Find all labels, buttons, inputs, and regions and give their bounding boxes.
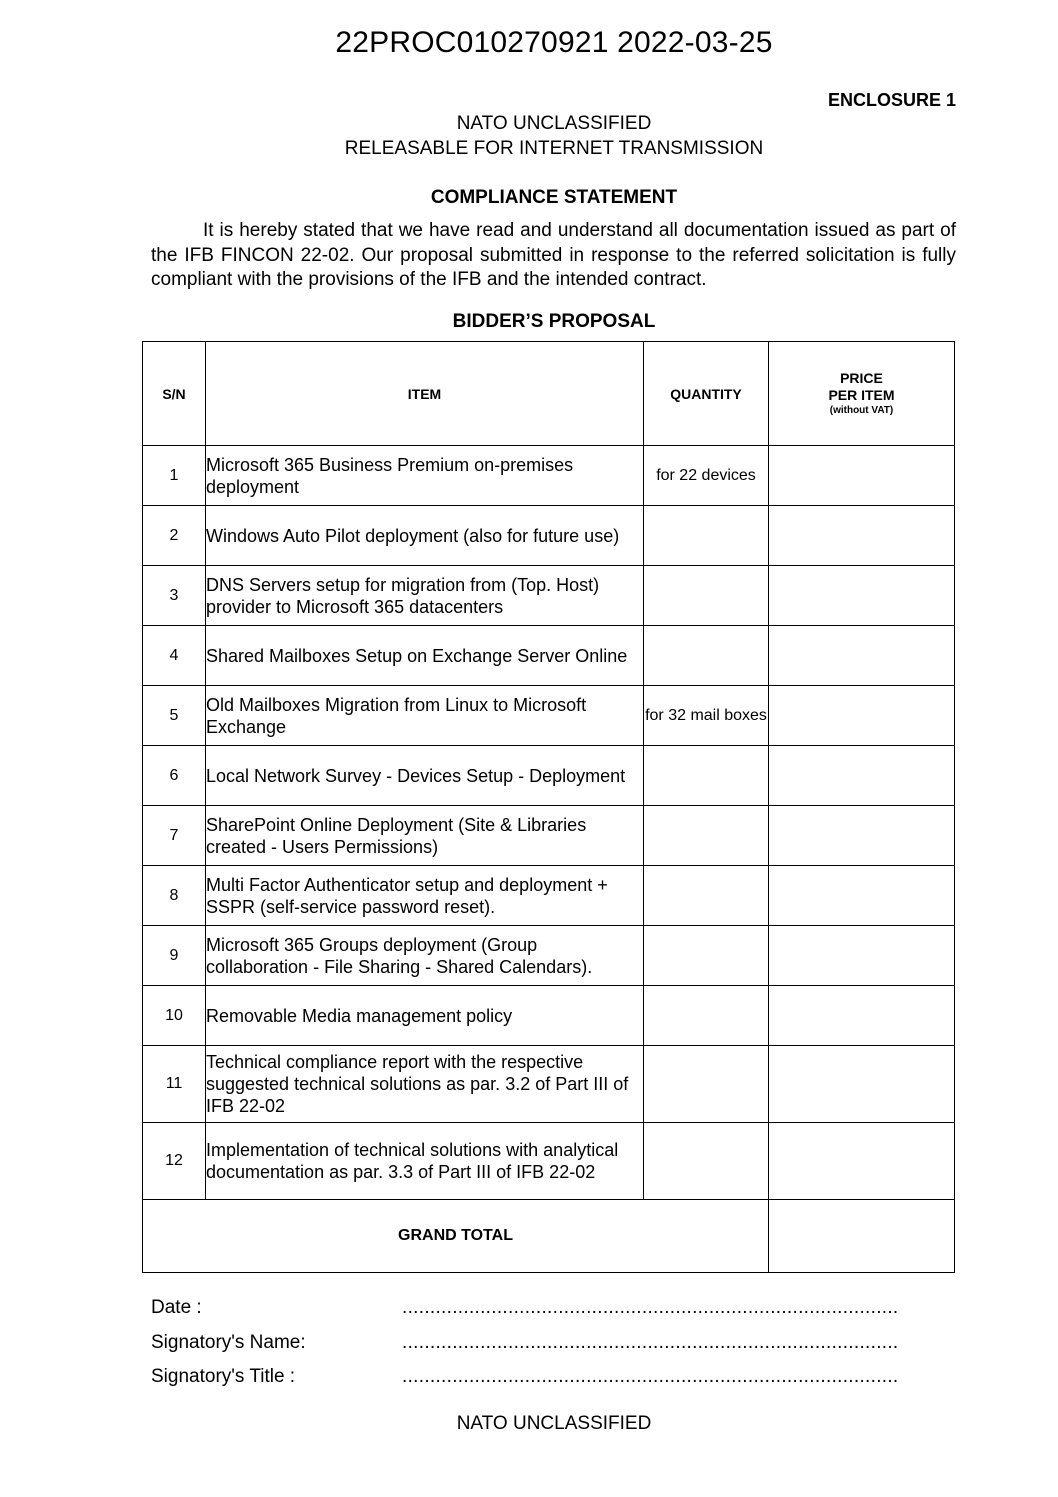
grand-total-value[interactable] xyxy=(769,1200,955,1273)
row-sn: 11 xyxy=(143,1046,206,1123)
row-quantity: for 32 mail boxes xyxy=(644,686,769,746)
row-sn: 2 xyxy=(143,506,206,566)
price-header-note: (without VAT) xyxy=(829,404,894,416)
row-item: Windows Auto Pilot deployment (also for future use) xyxy=(206,506,644,566)
row-item: Microsoft 365 Business Premium on-premises deployment xyxy=(206,446,644,506)
row-price[interactable] xyxy=(769,926,955,986)
column-header-quantity: QUANTITY xyxy=(644,342,769,446)
table-row xyxy=(143,806,955,866)
row-sn: 5 xyxy=(143,686,206,746)
row-item: Local Network Survey - Devices Setup - Deployment xyxy=(206,746,644,806)
row-quantity xyxy=(644,566,769,626)
price-header-line2: PER ITEM xyxy=(828,386,895,403)
table-row xyxy=(143,626,955,686)
row-item: Technical compliance report with the respective suggested technical solutions as par. 3.2 of Part III of IFB 22-02 xyxy=(206,1046,644,1123)
row-item: Implementation of technical solutions with analytical documentation as par. 3.3 of Part III of IFB 22-02 xyxy=(206,1123,644,1200)
row-item: Microsoft 365 Groups deployment (Group collaboration - File Sharing - Shared Calendars). xyxy=(206,926,644,986)
row-quantity xyxy=(644,986,769,1046)
proposal-title: BIDDER’S PROPOSAL xyxy=(452,311,656,332)
row-price[interactable] xyxy=(769,986,955,1046)
row-price[interactable] xyxy=(769,626,955,686)
table-row xyxy=(143,686,955,746)
table-row xyxy=(143,1046,955,1123)
table-header-row xyxy=(143,342,955,446)
compliance-title: COMPLIANCE STATEMENT xyxy=(430,187,678,208)
signatory-name-label: Signatory's Name: xyxy=(151,1332,306,1353)
table-row xyxy=(143,926,955,986)
row-quantity xyxy=(644,926,769,986)
row-sn: 9 xyxy=(143,926,206,986)
table-row xyxy=(143,986,955,1046)
row-price[interactable] xyxy=(769,806,955,866)
releasability-note: RELEASABLE FOR INTERNET TRANSMISSION xyxy=(344,138,764,159)
row-sn: 8 xyxy=(143,866,206,926)
column-header-sn: S/N xyxy=(143,342,206,446)
signatory-title-field[interactable]: ......................................................................................... xyxy=(402,1366,899,1387)
row-sn: 12 xyxy=(143,1123,206,1200)
price-header-line1: PRICE xyxy=(840,369,883,386)
row-sn: 7 xyxy=(143,806,206,866)
table-row xyxy=(143,1123,955,1200)
classification-header: NATO UNCLASSIFIED xyxy=(456,113,652,134)
row-price[interactable] xyxy=(769,686,955,746)
row-quantity: for 22 devices xyxy=(644,446,769,506)
column-header-price xyxy=(769,342,955,446)
table-row xyxy=(143,866,955,926)
enclosure-label: ENCLOSURE 1 xyxy=(827,90,956,110)
bid-table xyxy=(142,341,955,1273)
classification-footer: NATO UNCLASSIFIED xyxy=(456,1413,652,1434)
row-item: Removable Media management policy xyxy=(206,986,644,1046)
row-price[interactable] xyxy=(769,506,955,566)
signatory-name-field[interactable]: ......................................................................................... xyxy=(402,1332,899,1353)
row-sn: 10 xyxy=(143,986,206,1046)
row-quantity xyxy=(644,806,769,866)
row-sn: 3 xyxy=(143,566,206,626)
table-row xyxy=(143,506,955,566)
table-row xyxy=(143,566,955,626)
row-quantity xyxy=(644,746,769,806)
row-price[interactable] xyxy=(769,746,955,806)
row-price[interactable] xyxy=(769,1046,955,1123)
document-reference: 22PROC010270921 2022-03-25 xyxy=(335,26,773,59)
row-item: Old Mailboxes Migration from Linux to Microsoft Exchange xyxy=(206,686,644,746)
row-sn: 1 xyxy=(143,446,206,506)
column-header-item: ITEM xyxy=(206,342,644,446)
row-price[interactable] xyxy=(769,566,955,626)
row-quantity xyxy=(644,626,769,686)
row-price[interactable] xyxy=(769,866,955,926)
row-sn: 6 xyxy=(143,746,206,806)
row-sn: 4 xyxy=(143,626,206,686)
table-row xyxy=(143,446,955,506)
table-row xyxy=(143,746,955,806)
grand-total-row xyxy=(143,1200,955,1273)
date-label: Date : xyxy=(151,1297,202,1318)
row-quantity xyxy=(644,866,769,926)
row-quantity xyxy=(644,1123,769,1200)
compliance-statement: It is hereby stated that we have read and understand all documentation issued as part of the IFB FINCON 22-02. Our proposal submitted in response to the referred solicitation is fully compliant with the provisions of the IFB and the intended contract. xyxy=(151,220,956,290)
signatory-title-label: Signatory's Title : xyxy=(151,1366,296,1387)
row-item: Multi Factor Authenticator setup and deployment + SSPR (self-service password reset). xyxy=(206,866,644,926)
row-item: Shared Mailboxes Setup on Exchange Server Online xyxy=(206,626,644,686)
row-price[interactable] xyxy=(769,1123,955,1200)
row-quantity xyxy=(644,1046,769,1123)
row-item: SharePoint Online Deployment (Site & Libraries created - Users Permissions) xyxy=(206,806,644,866)
date-field[interactable]: ......................................................................................... xyxy=(402,1297,899,1318)
grand-total-label: GRAND TOTAL xyxy=(143,1200,769,1273)
row-price[interactable] xyxy=(769,446,955,506)
row-quantity xyxy=(644,506,769,566)
row-item: DNS Servers setup for migration from (Top. Host) provider to Microsoft 365 datacenters xyxy=(206,566,644,626)
